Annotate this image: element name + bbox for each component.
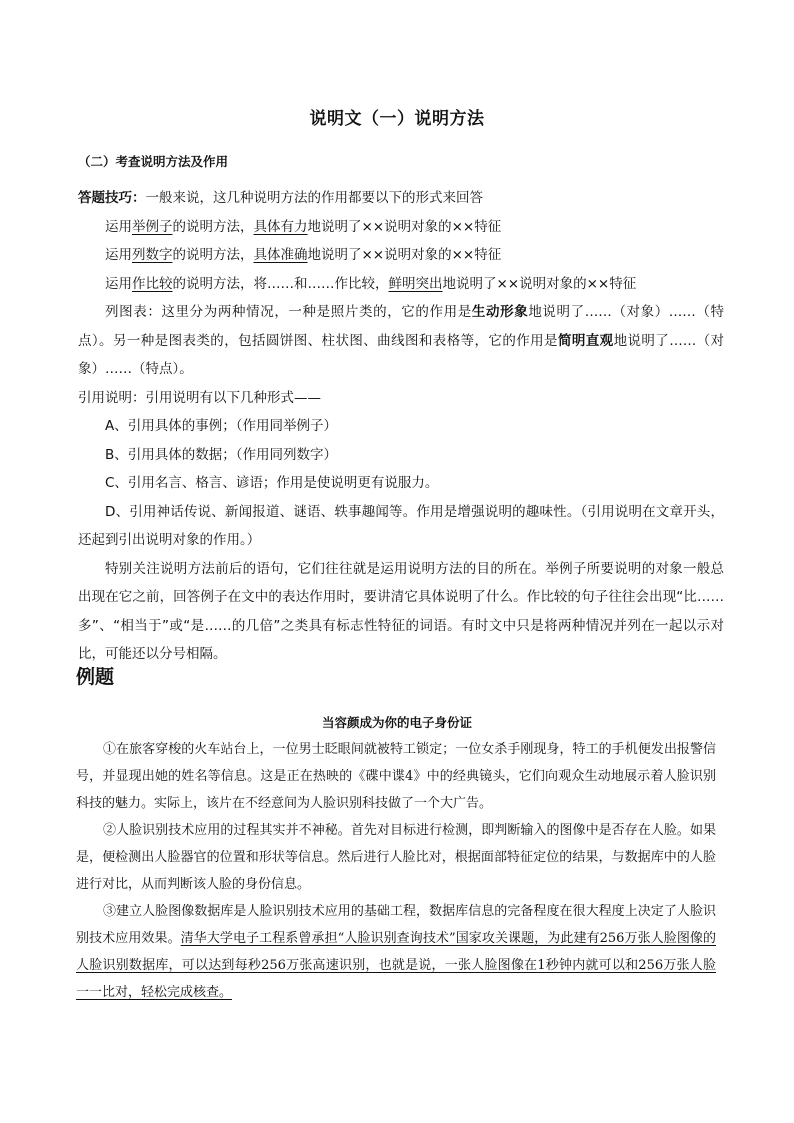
section-subtitle: （二）考查说明方法及作用	[78, 154, 229, 169]
article-title: 当容颜成为你的电子身份证	[321, 715, 472, 730]
quote-item-c: C、引用名言、格言、谚语；作用是使说明更有说服力。	[105, 475, 439, 491]
article-paragraph-2: ②人脸识别技术应用的过程其实并不神秘。首先对目标进行检测，即判断输入的图像中是否存在人脸。如果是，便检测出人脸器官的位置和形状等信息。然后进行人脸比对，根据面部特征定位的结果，与数据库中的人脸进行对比，从而判断该人脸的身份信息。	[76, 823, 716, 892]
paragraph-3-underlined: 清华大学电子工程系曾承担“人脸识别查询技术”国家攻关课题，为此建有256万张人脸图像的人脸识别数据库，可以达到每秒256万张高速识别，也就是说，一张人脸图像在1秒钟内就可以和256万张人脸一一比对，轻松完成核查。	[76, 931, 716, 1000]
method-term: 作比较	[132, 275, 173, 292]
text-span: 的说明方法，	[172, 247, 254, 263]
text-span: 运用	[105, 275, 132, 292]
special-note-paragraph: 特别关注说明方法前后的语句，它们往往就是运用说明方法的目的所在。举例子所要说明的对象一般总出现在它之前，回答例子在文中的表达作用时，要讲清它具体说明了什么。作比较的句子往往会出现“比……多”、“相当于”或“是……的几倍”之类具有标志性特征的词语。有时文中只是将两种情况并列在一起以示对比，可能还以分号相隔。	[78, 560, 724, 662]
text-span: 运用	[105, 247, 132, 263]
tips-compare-line	[78, 270, 724, 299]
answer-tips-block	[78, 184, 724, 669]
tips-intro: 一般来说，这几种说明方法的作用都要以下的形式来回答	[145, 190, 483, 206]
article-paragraph-1: ①在旅客穿梭的火车站台上，一位男士眨眼间就被特工锁定；一位女杀手刚现身，特工的手机便发出报警信号，并显现出她的姓名等信息。这是正在热映的《碟中谍4》中的经典镜头，它们向观众生动地展示着人脸识别科技的魅力。实际上，该片在不经意间为人脸识别科技做了一个大广告。	[76, 742, 716, 811]
quote-item-b: B、引用具体的数据；（作用同列数字）	[105, 446, 338, 463]
quote-intro: 引用说明：引用说明有以下几种形式——	[78, 389, 321, 406]
paragraph-3-plain: ③建立人脸图像数据库是人脸识别技术应用的基础工程，数据库信息的完备程度在很大程度上决定了人脸识别技术应用效果。	[76, 904, 716, 946]
text-span: 的说明方法，	[172, 218, 254, 235]
text-span: 列图表：这里分为两种情况，一种是照片类的，它的作用是	[105, 304, 472, 320]
tips-example-line	[78, 213, 724, 242]
text-span: 地说明了××说明对象的××特征	[307, 218, 502, 235]
text-span: 运用	[105, 218, 132, 235]
method-term: 举例子	[132, 218, 173, 235]
effect-term: 生动形象	[471, 304, 529, 320]
text-span: 地说明了……（对象）……（特点）。另一种是图表类的，包括圆饼图、柱状图、曲线图和表格等，它的作用是	[78, 304, 725, 349]
quote-item-a: A、引用具体的事例；（作用同举例子）	[105, 418, 337, 434]
method-term: 列数字	[132, 247, 173, 263]
effect-term: 简明直观	[557, 332, 614, 349]
article-body	[76, 736, 716, 1006]
text-span: 地说明了××说明对象的××特征	[307, 247, 502, 263]
quote-item-d: D、引用神话传说、新闻报道、谜语、轶事趣闻等。作用是增强说明的趣味性。（引用说明在文章开头，还起到引出说明对象的作用。）	[78, 503, 724, 548]
text-span: 地说明了××说明对象的××特征	[442, 275, 637, 292]
tips-label: 答题技巧：	[78, 190, 146, 206]
tips-intro-line	[78, 184, 724, 213]
page-title: 说明文（一）说明方法	[309, 109, 485, 129]
effect-term: 鲜明突出	[388, 275, 443, 292]
article-paragraph-3	[76, 898, 716, 1006]
text-span: 地说明了……（对象）……（特点）。	[78, 332, 725, 377]
tips-chart-paragraph	[78, 298, 724, 384]
effect-term: 具体准确	[253, 247, 308, 263]
text-span: 的说明方法，将……和……作比较，	[172, 275, 389, 292]
tips-number-line	[78, 241, 724, 270]
example-heading: 例题	[76, 666, 115, 688]
effect-term: 具体有力	[253, 218, 308, 235]
